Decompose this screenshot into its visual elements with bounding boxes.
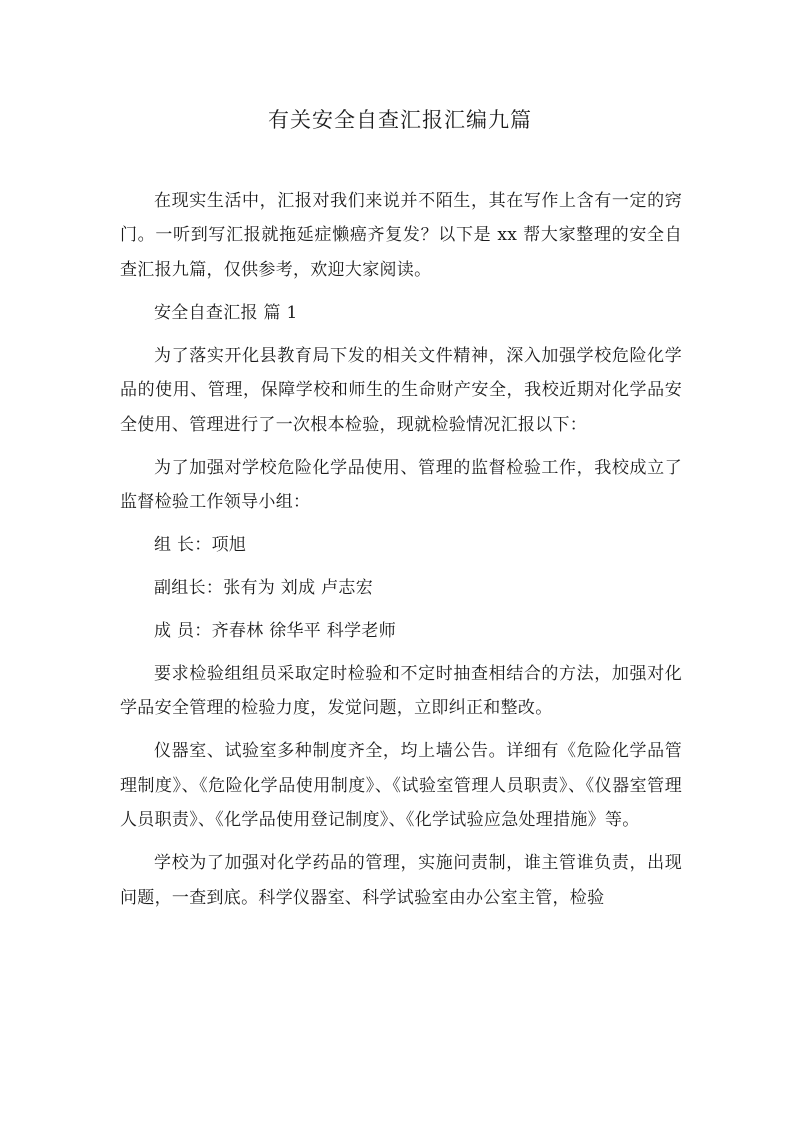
document-title: 有关安全自查汇报汇编九篇 bbox=[268, 108, 532, 132]
paragraph: 为了加强对学校危险化学品使用、管理的监督检验工作，我校成立了监督检验工作领导小组： bbox=[120, 457, 682, 513]
section-heading: 安全自查汇报 篇 1 bbox=[154, 302, 298, 323]
paragraph: 为了落实开化县教育局下发的相关文件精神，深入加强学校危险化学品的使用、管理，保障学校和师生的生命财产安全，我校近期对化学品安全使用、管理进行了一次根本检验，现就检验情况汇报以下： bbox=[120, 345, 682, 435]
paragraph: 要求检验组组员采取定时检验和不定时抽查相结合的方法，加强对化学品安全管理的检验力度，发觉问题，立即纠正和整改。 bbox=[120, 664, 682, 719]
team-members-line: 成 员：齐春林 徐华平 科学老师 bbox=[154, 621, 397, 642]
paragraph-intro: 在现实生活中，汇报对我们来说并不陌生，其在写作上含有一定的窍门。一听到写汇报就拖延症懒癌齐复发？以下是 xx 帮大家整理的安全自查汇报九篇，仅供参考，欢迎大家阅读。 bbox=[120, 191, 682, 280]
team-leader-line: 组 长：项旭 bbox=[154, 535, 247, 556]
team-deputy-line: 副组长：张有为 刘成 卢志宏 bbox=[154, 578, 374, 599]
paragraph: 学校为了加强对化学药品的管理，实施问责制，谁主管谁负责，出现问题，一查到底。科学仪器室、科学试验室由办公室主管，检验 bbox=[120, 853, 682, 908]
document-body bbox=[120, 184, 682, 924]
paragraph: 仪器室、试验室多种制度齐全，均上墙公告。详细有《危险化学品管理制度》、《危险化学品使用制度》、《试验室管理人员职责》、《仪器室管理人员职责》、《化学品使用登记制度》、《化学试验应急处理措施》等。 bbox=[120, 741, 682, 831]
